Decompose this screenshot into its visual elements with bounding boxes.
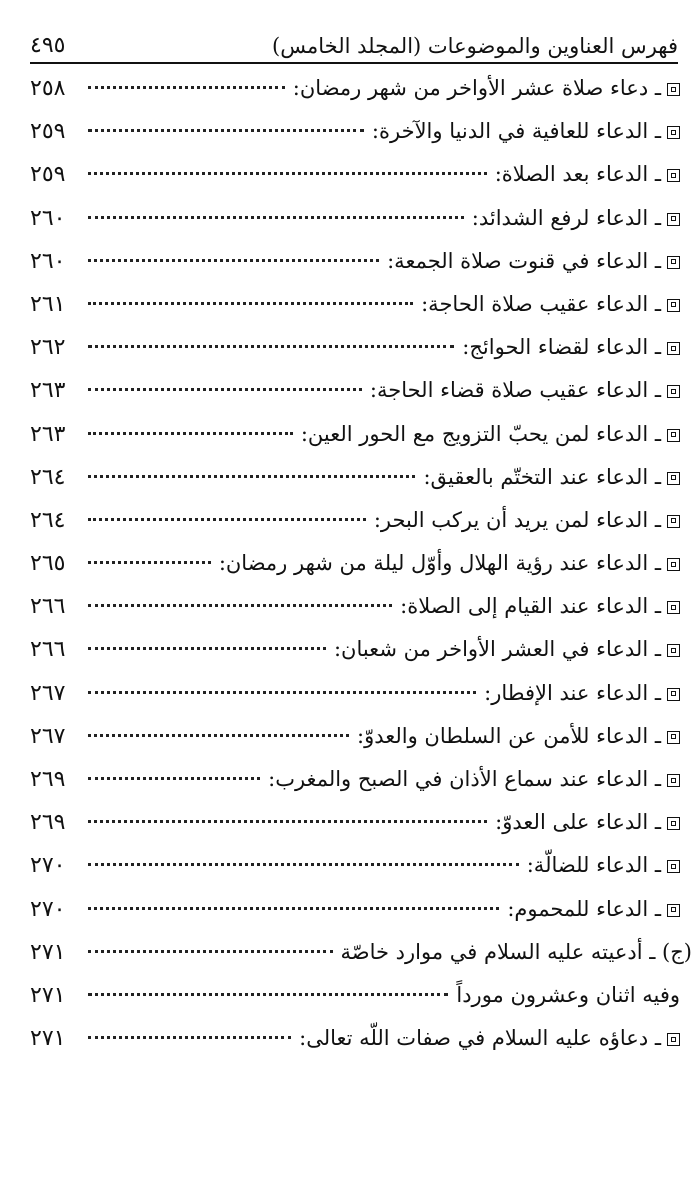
toc-entry-title: ـ الدعاء للمحموم:	[507, 896, 661, 921]
toc-entry-page-number: ٢٦٦	[30, 594, 66, 620]
toc-entry-page-number: ٢٦٣	[30, 421, 66, 447]
square-bullet-icon	[667, 1033, 680, 1046]
toc-entry	[30, 810, 680, 853]
toc-entry-title: ـ الدعاء لقضاء الحوائج:	[462, 335, 661, 360]
square-bullet-icon	[667, 817, 680, 830]
square-bullet-icon	[667, 860, 680, 873]
dot-leader	[88, 172, 487, 175]
toc-entry-page-number: ٢٦٠	[30, 248, 66, 274]
toc-entry	[30, 681, 680, 724]
toc-entry	[30, 939, 692, 983]
square-bullet-icon	[667, 256, 680, 269]
toc-entry	[30, 292, 680, 335]
toc-entry-title: ـ الدعاء للعافية في الدنيا والآخرة:	[371, 119, 661, 144]
toc-entry	[30, 335, 680, 378]
dot-leader	[88, 302, 413, 305]
square-bullet-icon	[667, 731, 680, 744]
toc-entry	[30, 594, 680, 637]
toc-entry	[30, 378, 680, 421]
toc-entry-page-number: ٢٧١	[30, 982, 66, 1008]
square-bullet-icon	[667, 213, 680, 226]
toc-entry-title: ـ الدعاء لمن يحبّ التزويج مع الحور العين:	[300, 421, 661, 446]
toc-entry-title: ـ الدعاء للضالّة:	[526, 853, 661, 878]
square-bullet-icon	[667, 126, 680, 139]
toc-entry-page-number: ٢٥٩	[30, 162, 66, 188]
toc-entry-title: ـ الدعاء عند التختّم بالعقيق:	[423, 464, 661, 489]
toc-entry-title: ـ الدعاء في قنوت صلاة الجمعة:	[387, 248, 661, 273]
toc-entry-page-number: ٢٦٣	[30, 378, 66, 404]
dot-leader	[88, 907, 499, 910]
dot-leader	[88, 518, 366, 521]
square-bullet-icon	[667, 169, 680, 182]
square-bullet-icon	[667, 515, 680, 528]
toc-entry-title: ـ الدعاء عند القيام إلى الصلاة:	[400, 594, 661, 619]
toc-entry-page-number: ٢٧٠	[30, 853, 66, 879]
toc-entry-title: ـ الدعاء للأمن عن السلطان والعدوّ:	[357, 723, 661, 748]
toc-entry-title: ـ الدعاء لمن يريد أن يركب البحر:	[373, 507, 661, 532]
toc-entry	[30, 724, 680, 767]
toc-entry-page-number: ٢٥٨	[30, 76, 66, 101]
toc-entry-page-number: ٢٦٤	[30, 464, 66, 490]
page-header	[30, 22, 678, 64]
toc-entry-page-number: ٢٦٥	[30, 551, 66, 577]
toc-entry-title: ـ دعاء صلاة عشر الأواخر من شهر رمضان:	[292, 76, 661, 100]
toc-entry	[30, 249, 680, 292]
dot-leader	[88, 691, 476, 694]
dot-leader	[88, 475, 415, 478]
toc-entry-title: (ج) ـ أدعيته عليه السلام في موارد خاصّة	[340, 939, 692, 964]
toc-entry-page-number: ٢٧١	[30, 939, 66, 965]
toc-entry	[30, 508, 680, 551]
toc-entry-title: ـ الدعاء عند رؤية الهلال وأوّل ليلة من شهر رمضان:	[218, 551, 661, 576]
toc-entry-page-number: ٢٦٠	[30, 205, 66, 231]
square-bullet-icon	[667, 472, 680, 485]
toc-entry-title: ـ الدعاء عند سماع الأذان في الصبح والمغرب:	[268, 767, 661, 791]
dot-leader	[88, 863, 519, 866]
toc-entry	[30, 119, 680, 162]
toc-entry	[30, 206, 680, 249]
toc-entry	[30, 853, 680, 896]
toc-entry-page-number: ٢٦٤	[30, 507, 66, 533]
dot-leader	[88, 432, 293, 435]
toc-entry-page-number: ٢٦١	[30, 291, 66, 317]
toc-entry-title: ـ الدعاء عقيب صلاة قضاء الحاجة:	[369, 378, 661, 403]
toc-entry-title: ـ الدعاء بعد الصلاة:	[494, 162, 661, 187]
dot-leader	[88, 259, 379, 262]
toc-entry-page-number: ٢٦٩	[30, 810, 66, 836]
dot-leader	[88, 820, 487, 823]
toc-entry-title: ـ الدعاء عند الإفطار:	[484, 680, 661, 705]
toc-entry	[30, 767, 680, 810]
toc-entry	[30, 422, 680, 465]
toc-entry	[30, 983, 680, 1026]
toc-entry-title: ـ الدعاء لرفع الشدائد:	[471, 205, 661, 230]
dot-leader	[88, 604, 392, 607]
toc-entry-page-number: ٢٧٠	[30, 896, 66, 922]
dot-leader	[88, 950, 333, 953]
dot-leader	[88, 216, 464, 219]
toc-entry	[30, 76, 680, 119]
toc-entry-title: وفيه اثنان وعشرون مورداً	[456, 982, 680, 1007]
square-bullet-icon	[667, 601, 680, 614]
toc-entry-title: ـ الدعاء على العدوّ:	[495, 810, 661, 835]
toc-entry-page-number: ٢٦٧	[30, 680, 66, 706]
toc-entry-page-number: ٢٦٢	[30, 335, 66, 361]
toc-entry	[30, 162, 680, 205]
square-bullet-icon	[667, 904, 680, 917]
toc-entry-page-number: ٢٦٩	[30, 767, 66, 792]
toc-entry-title: ـ دعاؤه عليه السلام في صفات اللّه تعالى:	[299, 1026, 661, 1051]
toc-entry-page-number: ٢٧١	[30, 1026, 66, 1052]
running-title: فهرس العناوين والموضوعات (المجلد الخامس)	[272, 34, 678, 58]
toc-entry-page-number: ٢٦٦	[30, 637, 66, 663]
toc-entry	[30, 637, 680, 680]
square-bullet-icon	[667, 429, 680, 442]
toc-entry-page-number: ٢٥٩	[30, 119, 66, 145]
dot-leader	[88, 129, 364, 132]
table-of-contents	[30, 76, 692, 1069]
page-number: ٤٩٥	[30, 33, 66, 58]
dot-leader	[88, 647, 326, 650]
toc-entry	[30, 465, 680, 508]
dot-leader	[88, 86, 285, 89]
square-bullet-icon	[667, 385, 680, 398]
toc-entry-title: ـ الدعاء في العشر الأواخر من شعبان:	[333, 637, 661, 662]
dot-leader	[88, 1036, 291, 1039]
square-bullet-icon	[667, 342, 680, 355]
square-bullet-icon	[667, 83, 680, 96]
dot-leader	[88, 388, 362, 391]
dot-leader	[88, 993, 448, 996]
square-bullet-icon	[667, 688, 680, 701]
toc-entry	[30, 1026, 680, 1069]
dot-leader	[88, 734, 349, 737]
square-bullet-icon	[667, 299, 680, 312]
square-bullet-icon	[667, 774, 680, 787]
square-bullet-icon	[667, 644, 680, 657]
square-bullet-icon	[667, 558, 680, 571]
dot-leader	[88, 345, 454, 348]
dot-leader	[88, 777, 260, 780]
toc-entry-page-number: ٢٦٧	[30, 723, 66, 749]
toc-entry	[30, 551, 680, 594]
dot-leader	[88, 561, 211, 564]
toc-entry-title: ـ الدعاء عقيب صلاة الحاجة:	[421, 291, 661, 316]
toc-entry	[30, 897, 680, 940]
